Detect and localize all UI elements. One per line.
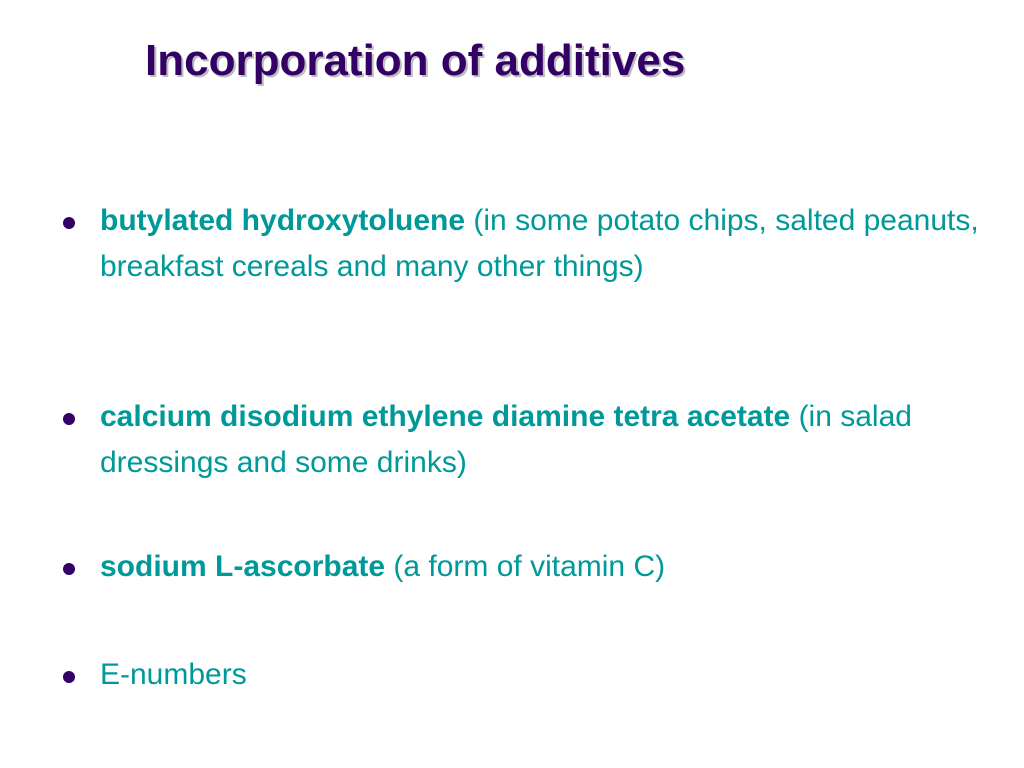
bullet-dot-icon <box>63 217 75 229</box>
bullet-detail: (a form of vitamin C) <box>385 550 666 583</box>
bullet-detail: E-numbers <box>100 658 247 691</box>
bullet-item <box>100 652 980 698</box>
bullet-item <box>100 198 980 290</box>
bullet-detail: (in some potato chips, salted peanuts, breakfast cereals and many other things) <box>100 204 979 283</box>
slide-title: Incorporation of additives <box>145 36 686 85</box>
bullet-term: calcium disodium ethylene diamine tetra acetate <box>100 400 791 433</box>
bullet-item <box>100 544 980 590</box>
bullet-dot-icon <box>63 563 75 575</box>
bullet-dot-icon <box>63 413 75 425</box>
bullet-dot-icon <box>63 671 75 683</box>
bullet-item <box>100 394 980 486</box>
bullet-term: sodium L-ascorbate <box>100 550 386 583</box>
bullet-term: butylated hydroxytoluene <box>100 204 466 237</box>
bullet-detail: (in salad dressings and some drinks) <box>100 400 912 479</box>
